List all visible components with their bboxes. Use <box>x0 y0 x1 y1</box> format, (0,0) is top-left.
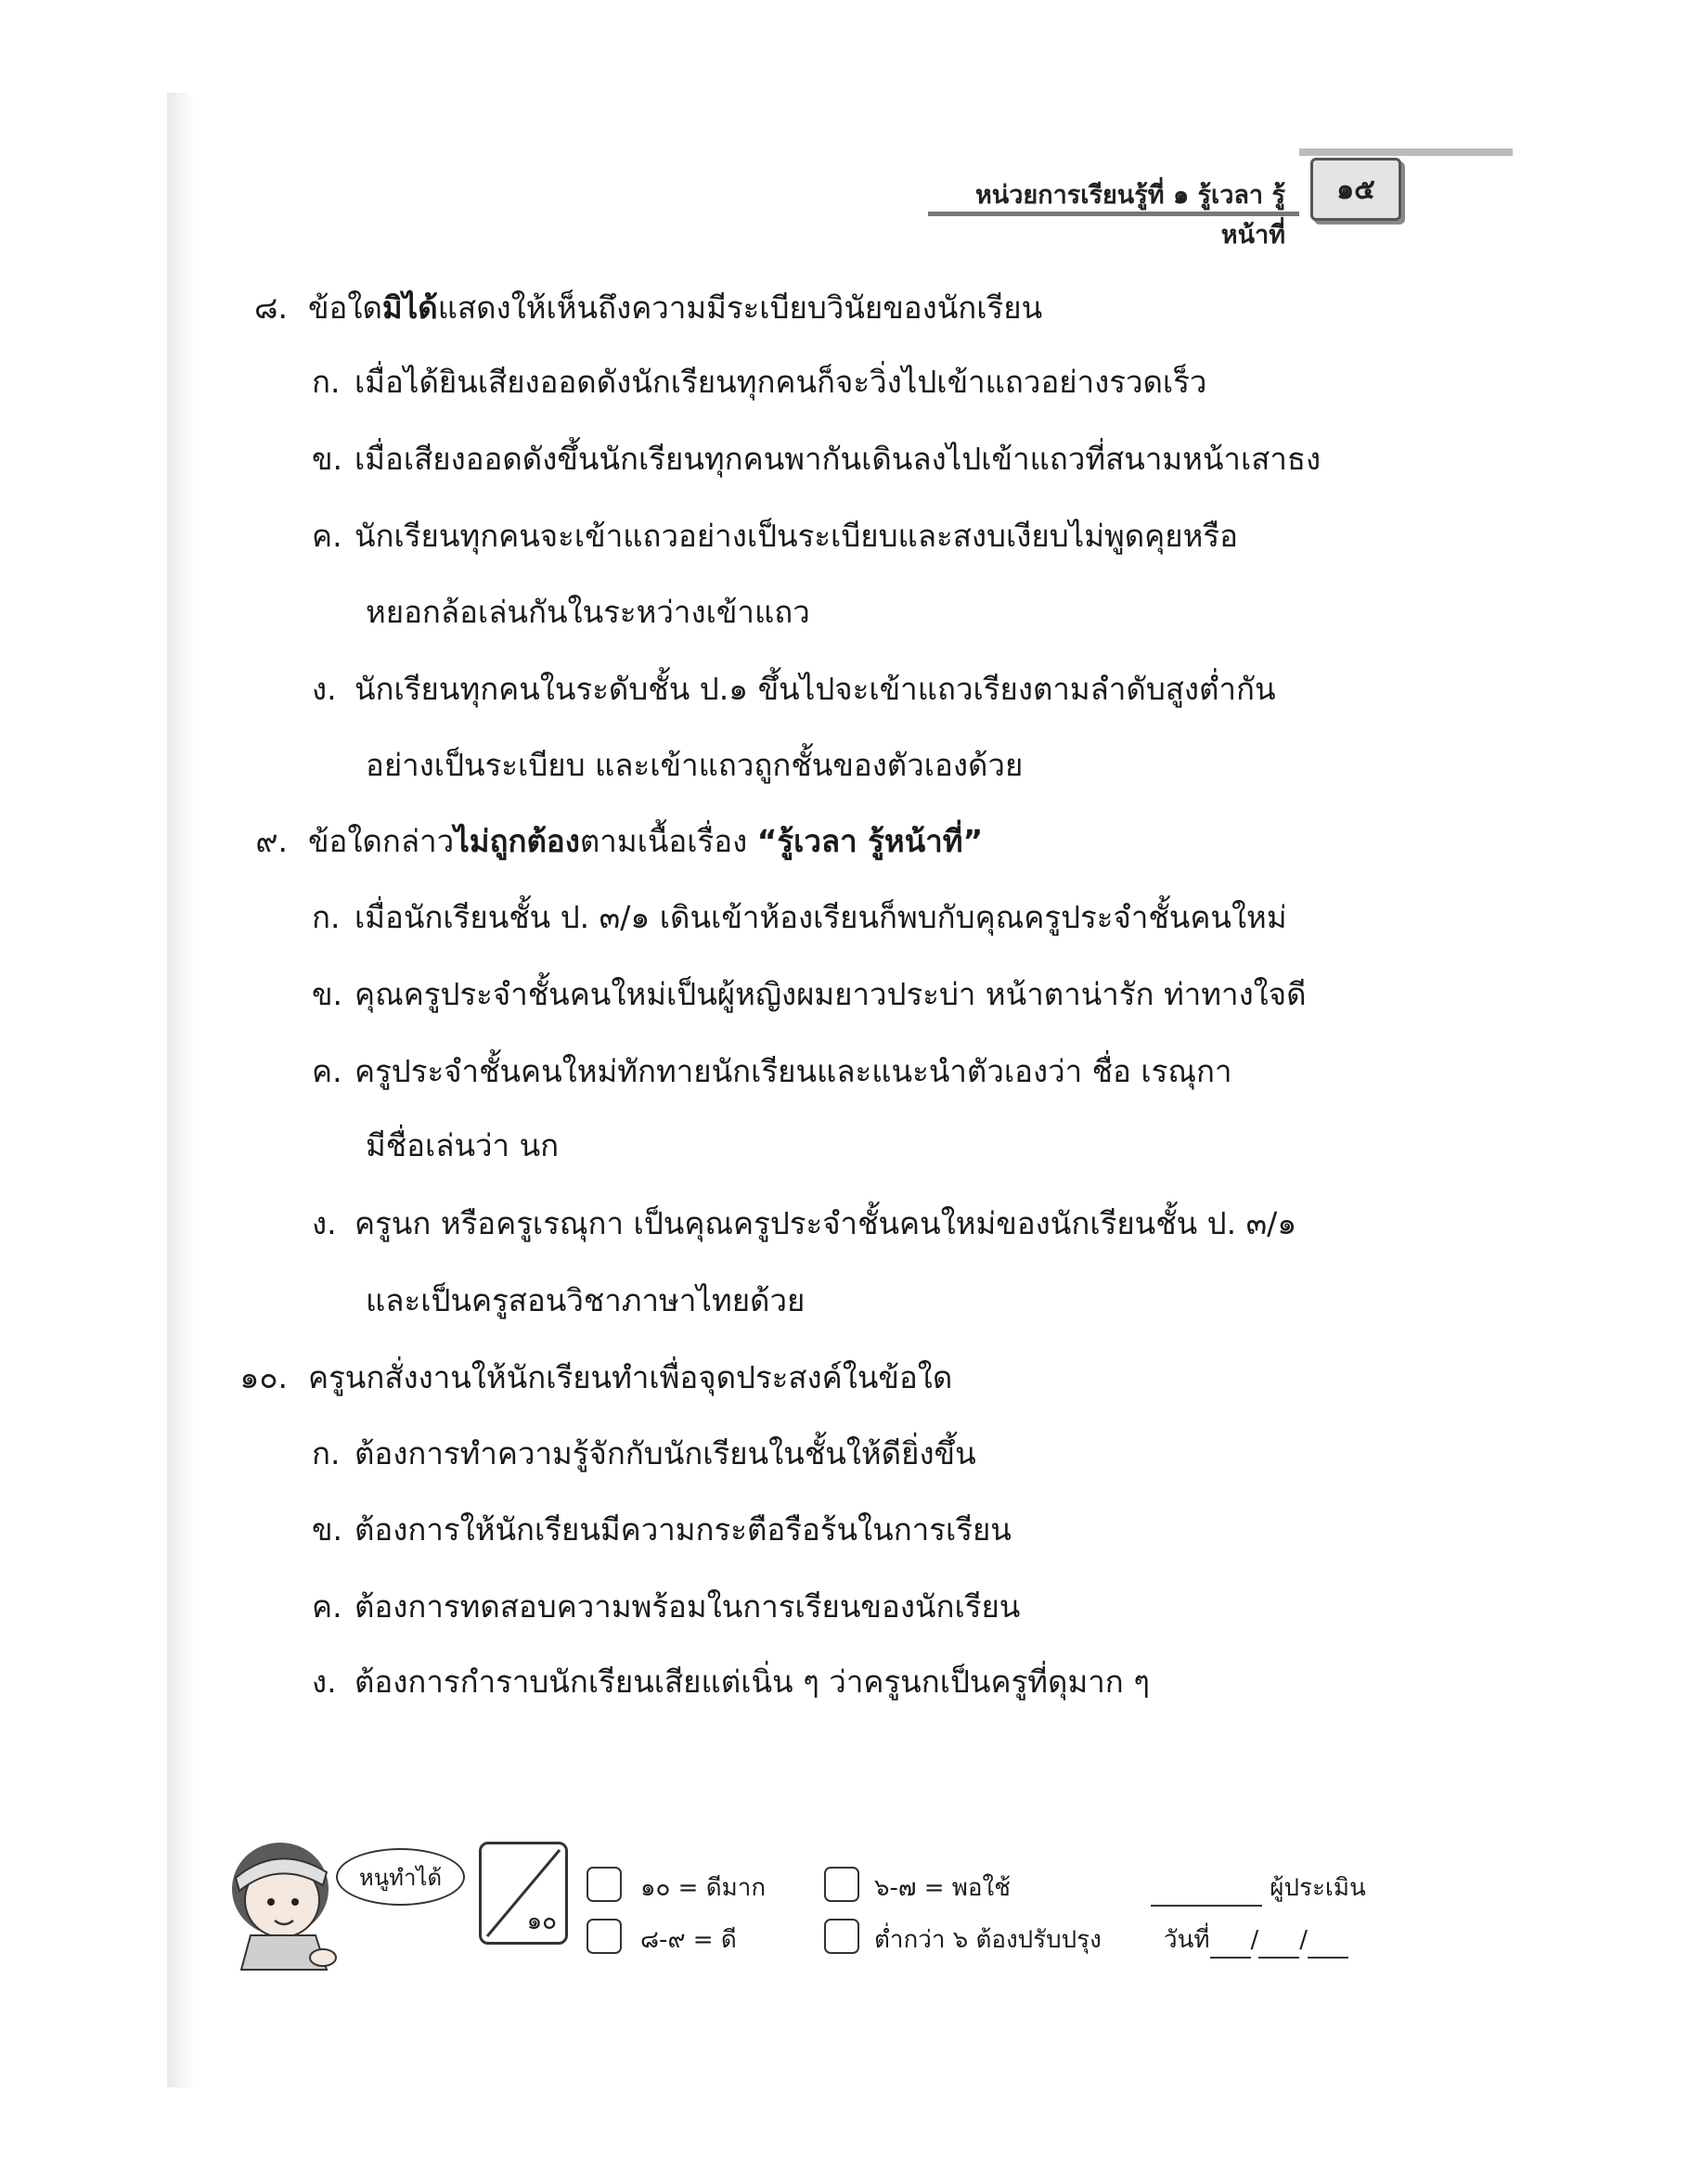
story-title: “รู้เวลา รู้หน้าที่” <box>756 823 984 859</box>
question-number: ๙. <box>255 823 288 859</box>
option-10-c[interactable]: ค. ต้องการทดสอบความพร้อมในการเรียนของนักเรียน <box>312 1588 1021 1625</box>
question-9 <box>213 816 983 866</box>
criteria-checkbox-good[interactable] <box>587 1919 622 1954</box>
criteria-improve: ต่ำกว่า ๖ ต้องปรับปรุง <box>874 1926 1102 1954</box>
assessor-line <box>1151 1884 1262 1907</box>
question-stem: ข้อใดกล่าว <box>308 823 455 859</box>
header-accent-bar <box>1299 148 1513 156</box>
speech-bubble: หนูทำได้ <box>336 1848 465 1906</box>
option-10-a[interactable]: ก. ต้องการทำความรู้จักกับนักเรียนในชั้นให้ดียิ่งขึ้น <box>312 1435 976 1471</box>
option-9-a[interactable]: ก. เมื่อนักเรียนชั้น ป. ๓/๑ เดินเข้าห้องเรียนก็พบกับคุณครูประจำชั้นคนใหม่ <box>312 899 1287 935</box>
question-emphasis: ไม่ถูกต้อง <box>454 823 580 859</box>
question-emphasis: มิได้ <box>381 289 438 326</box>
question-10 <box>213 1353 952 1402</box>
option-8-d[interactable]: ง. นักเรียนทุกคนในระดับชั้น ป.๑ ขึ้นไปจะเข้าแถวเรียงตามลำดับสูงต่ำกัน <box>312 671 1276 707</box>
criteria-fair: ๖-๗ = พอใช้ <box>874 1874 1011 1902</box>
question-8 <box>213 283 1042 332</box>
option-9-c[interactable]: ค. ครูประจำชั้นคนใหม่ทักทายนักเรียนและแนะนำตัวเองว่า ชื่อ เรณุกา <box>312 1053 1232 1089</box>
option-8-d-continued: อย่างเป็นระเบียบ และเข้าแถวถูกชั้นของตัวเองด้วย <box>366 747 1024 783</box>
option-10-d[interactable]: ง. ต้องการกำราบนักเรียนเสียแต่เนิ่น ๆ ว่าครูนกเป็นครูที่ดุมาก ๆ <box>312 1664 1150 1700</box>
option-10-b[interactable]: ข. ต้องการให้นักเรียนมีความกระตือรือร้นในการเรียน <box>312 1511 1012 1548</box>
page-number: ๑๕ <box>1310 158 1401 221</box>
question-stem: ข้อใด <box>308 289 382 326</box>
option-8-c-continued: หยอกล้อเล่นกันในระหว่างเข้าแถว <box>366 594 810 630</box>
option-9-d-continued: และเป็นครูสอนวิชาภาษาไทยด้วย <box>366 1282 806 1318</box>
criteria-checkbox-excellent[interactable] <box>587 1867 622 1902</box>
date-field[interactable]: วันที่ / / <box>1164 1921 1348 1959</box>
question-number: ๑๐. <box>239 1359 288 1395</box>
option-9-c-continued: มีชื่อเล่นว่า นก <box>366 1127 560 1163</box>
criteria-excellent: ๑๐ = ดีมาก <box>640 1874 767 1902</box>
option-9-b[interactable]: ข. คุณครูประจำชั้นคนใหม่เป็นผู้หญิงผมยาวประบ่า หน้าตาน่ารัก ท่าทางใจดี <box>312 976 1307 1012</box>
header-underline <box>928 212 1299 216</box>
child-cartoon-icon <box>223 1835 348 1974</box>
unit-title: หน่วยการเรียนรู้ที่ ๑ รู้เวลา รู้หน้าที่ <box>975 181 1285 250</box>
question-stem-rest: แสดงให้เห็นถึงความมีระเบียบวินัยของนักเรียน <box>437 289 1043 326</box>
assessor-field[interactable]: ผู้ประเมิน <box>1151 1869 1366 1907</box>
question-stem: ครูนกสั่งงานให้นักเรียนทำเพื่อจุดประสงค์ในข้อใด <box>308 1359 953 1395</box>
criteria-good: ๘-๙ = ดี <box>640 1926 737 1954</box>
option-8-b[interactable]: ข. เมื่อเสียงออดดังขึ้นนักเรียนทุกคนพากันเดินลงไปเข้าแถวที่สนามหน้าเสาธง <box>312 441 1322 477</box>
option-8-a[interactable]: ก. เมื่อได้ยินเสียงออดดังนักเรียนทุกคนก็จะวิ่งไปเข้าแถวอย่างรวดเร็ว <box>312 364 1207 400</box>
option-8-c[interactable]: ค. นักเรียนทุกคนจะเข้าแถวอย่างเป็นระเบียบและสงบเงียบไม่พูดคุยหรือ <box>312 518 1238 554</box>
option-9-d[interactable]: ง. ครูนก หรือครูเรณุกา เป็นคุณครูประจำชั้นคนใหม่ของนักเรียนชั้น ป. ๓/๑ <box>312 1205 1297 1241</box>
page-gutter-shadow <box>167 93 195 2088</box>
question-number: ๘. <box>254 289 288 326</box>
question-stem-rest: ตามเนื้อเรื่อง <box>579 823 757 859</box>
criteria-checkbox-fair[interactable] <box>824 1867 859 1902</box>
criteria-checkbox-improve[interactable] <box>824 1919 859 1954</box>
score-max: ๑๐ <box>526 1908 557 1935</box>
